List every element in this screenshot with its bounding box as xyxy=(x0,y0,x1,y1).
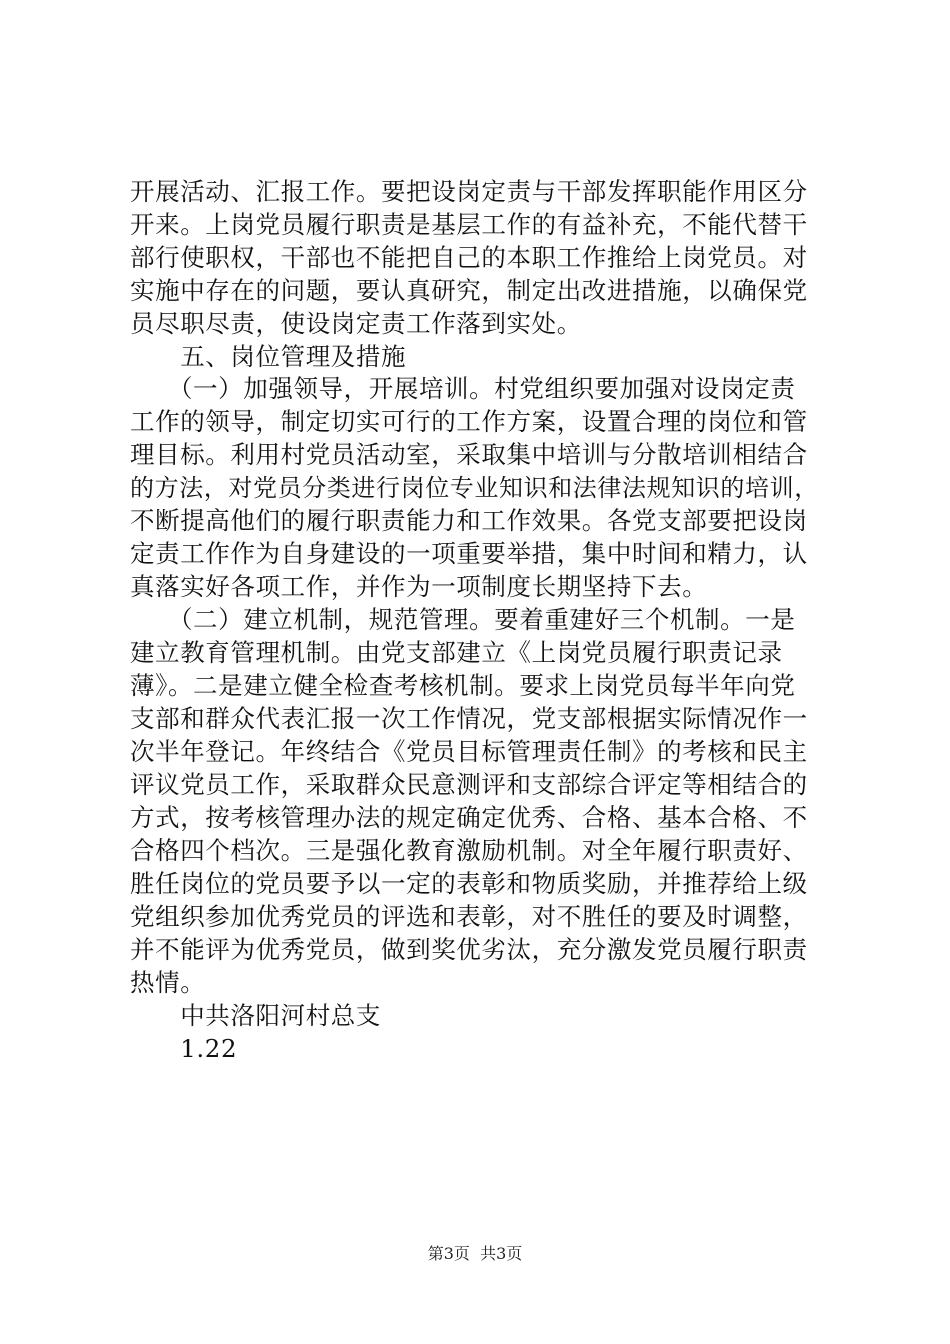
text-line: 评议党员工作，采取群众民意测评和支部综合评定等相结合的 xyxy=(130,770,808,799)
text-line: 员尽职尽责，使设岗定责工作落到实处。 xyxy=(130,309,582,338)
text-line: 真落实好各项工作，并作为一项制度长期坚持下去。 xyxy=(130,572,708,601)
section-heading: 五、岗位管理及措施 xyxy=(130,342,407,371)
text-line: 开来。上岗党员履行职责是基层工作的有益补充，不能代替干 xyxy=(130,210,808,239)
text-line: 工作的领导，制定切实可行的工作方案，设置合理的岗位和管 xyxy=(130,407,808,436)
text-line: 合格四个档次。三是强化教育激励机制。对全年履行职责好、 xyxy=(130,836,808,865)
text-line: （二）建立机制，规范管理。要着重建好三个机制。一是 xyxy=(130,605,796,634)
text-line: 胜任岗位的党员要予以一定的表彰和物质奖励，并推荐给上级 xyxy=(130,869,808,898)
text-line: 建立教育管理机制。由党支部建立《上岗党员履行职责记录 xyxy=(130,638,783,667)
text-line: 不断提高他们的履行职责能力和工作效果。各党支部要把设岗 xyxy=(130,506,808,535)
text-line: （一）加强领导，开展培训。村党组织要加强对设岗定责 xyxy=(130,374,796,403)
text-line: 方式，按考核管理办法的规定确定优秀、合格、基本合格、不 xyxy=(130,803,808,832)
text-line: 定责工作作为自身建设的一项重要举措，集中时间和精力，认 xyxy=(130,539,808,568)
text-line: 实施中存在的问题，要认真研究，制定出改进措施，以确保党 xyxy=(130,276,808,305)
text-line: 部行使职权，干部也不能把自己的本职工作推给上岗党员。对 xyxy=(130,243,808,272)
page-footer xyxy=(0,1243,950,1265)
text-line: 开展活动、汇报工作。要把设岗定责与干部发挥职能作用区分 xyxy=(130,177,808,206)
text-line: 热情。 xyxy=(130,968,206,997)
text-line: 党组织参加优秀党员的评选和表彰，对不胜任的要及时调整， xyxy=(130,902,808,931)
page-number-label: 第3页 共3页 xyxy=(427,1244,523,1263)
text-line: 并不能评为优秀党员，做到奖优劣汰，充分激发党员履行职责 xyxy=(130,935,808,964)
text-line: 支部和群众代表汇报一次工作情况，党支部根据实际情况作一 xyxy=(130,704,808,733)
text-line: 薄》。二是建立健全检查考核机制。要求上岗党员每半年向党 xyxy=(130,671,796,700)
signature-organization: 中共洛阳河村总支 xyxy=(130,1001,381,1030)
text-line: 次半年登记。年终结合《党员目标管理责任制》的考核和民主 xyxy=(130,737,808,766)
text-line: 理目标。利用村党员活动室，采取集中培训与分散培训相结合 xyxy=(130,440,808,469)
text-line: 的方法，对党员分类进行岗位专业知识和法律法规知识的培训， xyxy=(130,474,819,502)
signature-date: 1.22 xyxy=(130,1034,238,1063)
